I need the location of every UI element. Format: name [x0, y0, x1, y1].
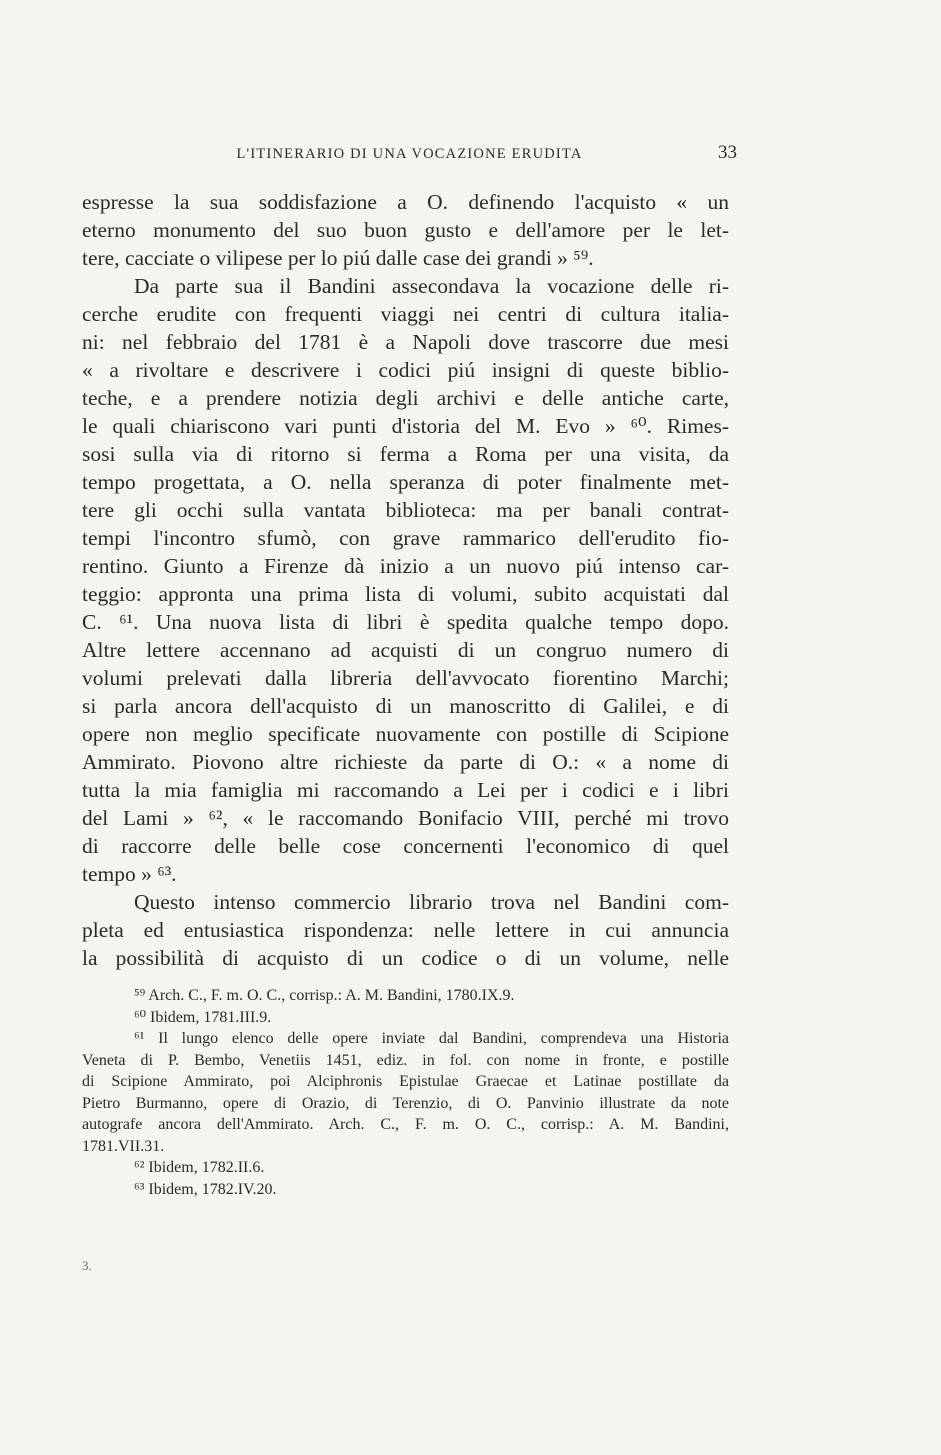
body-line: tutta la mia famiglia mi raccomando a Lei per i codici e i libri — [82, 778, 729, 802]
footnote-line: autografe ancora dell'Ammirato. Arch. C., F. m. O. C., corrisp.: A. M. Bandini, — [82, 1116, 729, 1133]
footnotes — [82, 985, 729, 1200]
body-line: tere gli occhi sulla vantata biblioteca: ma per banali contrat- — [82, 498, 729, 522]
body-line: C. ⁶¹. Una nuova lista di libri è spedita qualche tempo dopo. — [82, 610, 729, 634]
footnote-line: ⁶² Ibidem, 1782.II.6. — [134, 1159, 265, 1176]
body-line: di raccorre delle belle cose concernenti l'economico di quel — [82, 834, 729, 858]
footnote-line: di Scipione Ammirato, poi Alciphronis Epistulae Graecae et Latinae postillate da — [82, 1073, 729, 1090]
body-line: Altre lettere accennano ad acquisti di un congruo numero di — [82, 638, 729, 662]
footnote-line: ⁶¹ Il lungo elenco delle opere inviate dal Bandini, comprendeva una Historia — [134, 1030, 729, 1047]
body-line: la possibilità di acquisto di un codice o di un volume, nelle — [82, 946, 729, 970]
body-line: tempo progettata, a O. nella speranza di poter finalmente met- — [82, 470, 729, 494]
body-line: Da parte sua il Bandini assecondava la vocazione delle ri- — [134, 274, 729, 298]
body-line: volumi prelevati dalla libreria dell'avvocato fiorentino Marchi; — [82, 666, 729, 690]
footnote-line: ⁶⁰ Ibidem, 1781.III.9. — [134, 1008, 272, 1026]
body-line: Questo intenso commercio librario trova nel Bandini com- — [134, 890, 729, 914]
footnote-line: ⁶³ Ibidem, 1782.IV.20. — [134, 1180, 277, 1198]
body-text — [82, 188, 729, 972]
running-head — [82, 140, 737, 170]
body-line: pleta ed entusiastica rispondenza: nelle lettere in cui annuncia — [82, 918, 729, 942]
body-line: espresse la sua soddisfazione a O. definendo l'acquisto « un — [82, 190, 729, 214]
body-line: le quali chiariscono vari punti d'istoria del M. Evo » ⁶⁰. Rimes- — [82, 414, 729, 438]
body-line: ni: nel febbraio del 1781 è a Napoli dove trascorre due mesi — [82, 330, 729, 354]
footnote-line: 1781.VII.31. — [82, 1137, 165, 1155]
body-line: tempi l'incontro sfumò, con grave rammarico dell'erudito fio- — [82, 526, 729, 550]
signature-mark: 3. — [82, 1258, 92, 1273]
body-line: del Lami » ⁶², « le raccomando Bonifacio VIII, perché mi trovo — [82, 806, 729, 830]
body-line: teche, e a prendere notizia degli archivi e delle antiche carte, — [82, 386, 729, 410]
footnote-line: Veneta di P. Bembo, Venetiis 1451, ediz. in fol. con nome in fronte, e postille — [82, 1051, 729, 1069]
body-line: opere non meglio specificate nuovamente con postille di Scipione — [82, 722, 729, 746]
body-line: cerche erudite con frequenti viaggi nei centri di cultura italia- — [82, 302, 729, 326]
footnote-line: ⁵⁹ Arch. C., F. m. O. C., corrisp.: A. M. Bandini, 1780.IX.9. — [134, 987, 515, 1004]
body-line: tempo » ⁶³. — [82, 862, 177, 886]
body-line: rentino. Giunto a Firenze dà inizio a un nuovo piú intenso car- — [82, 554, 729, 578]
footnote-line: Pietro Burmanno, opere di Orazio, di Terenzio, di O. Panvinio illustrate da note — [82, 1094, 729, 1112]
running-title: L'ITINERARIO DI UNA VOCAZIONE ERUDITA — [236, 146, 583, 162]
page-number: 33 — [718, 142, 737, 163]
body-line: si parla ancora dell'acquisto di un manoscritto di Galilei, e di — [82, 694, 729, 718]
body-line: tere, cacciate o vilipese per lo piú dalle case dei grandi » ⁵⁹. — [82, 246, 594, 270]
body-line: sosi sulla via di ritorno si ferma a Roma per una visita, da — [82, 442, 729, 466]
body-line: eterno monumento del suo buon gusto e dell'amore per le let- — [82, 218, 729, 242]
body-line: « a rivoltare e descrivere i codici piú insigni di queste biblio- — [82, 358, 729, 382]
body-line: Ammirato. Piovono altre richieste da parte di O.: « a nome di — [82, 750, 729, 774]
body-line: teggio: appronta una prima lista di volumi, subito acquistati dal — [82, 582, 729, 606]
